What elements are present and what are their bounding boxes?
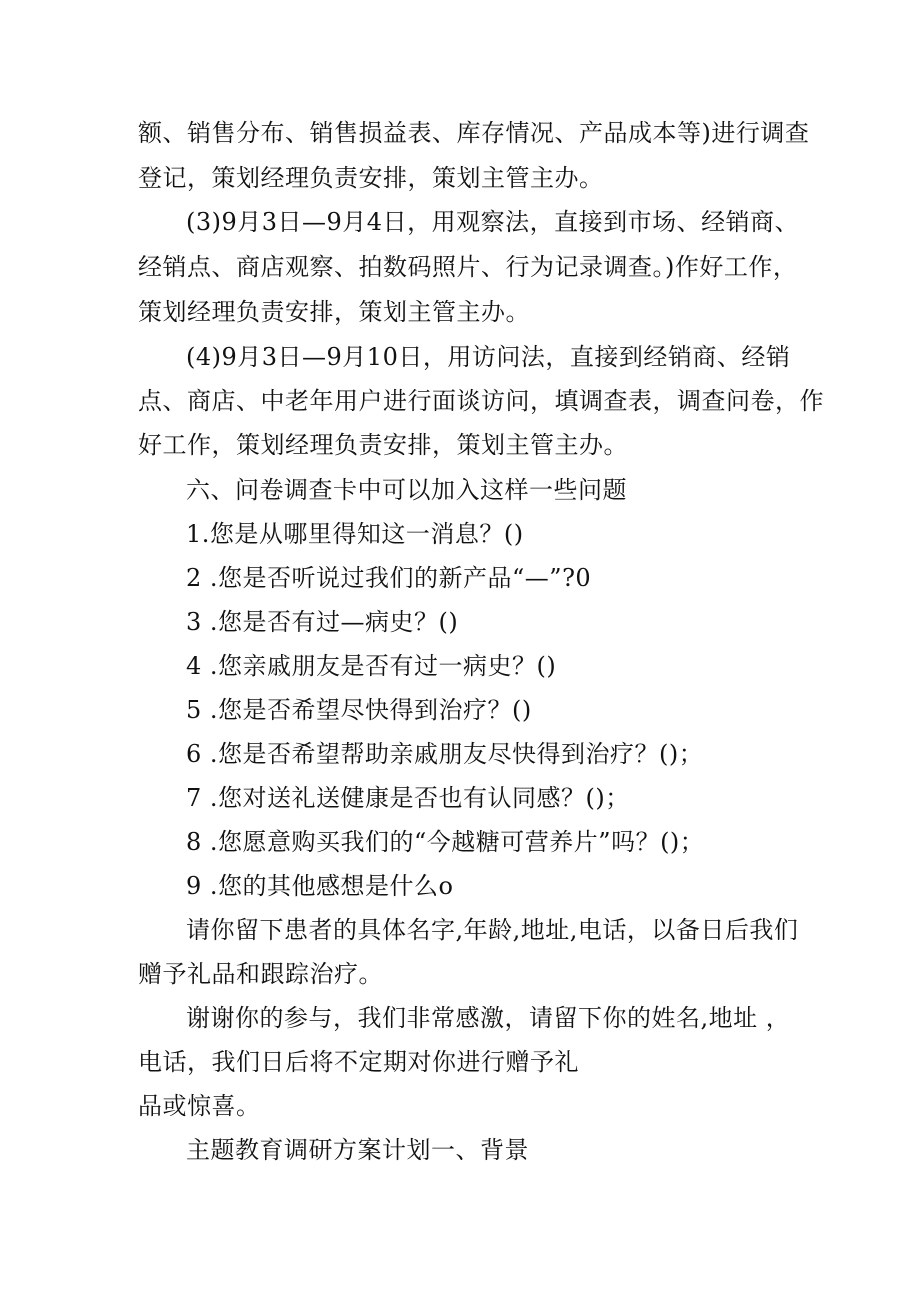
text-line: (4)9月3日—9月10日，用访问法，直接到经销商、经销 (186, 343, 791, 371)
text-line: 赠予礼品和跟踪治疗。 (138, 960, 383, 988)
text-line: 品或惊喜。 (138, 1092, 261, 1120)
question-item: 5 .您是否希望尽快得到治疗？() (186, 696, 532, 724)
text-line: 点、商店、中老年用户进行面谈访问，填调查表，调查问卷，作 (138, 387, 824, 415)
text-line: 额、销售分布、销售损益表、库存情况、产品成本等)进行调查 (138, 119, 810, 147)
text-line: 电话，我们日后将不定期对你进行赠予礼 (138, 1048, 579, 1076)
question-item: 7 .您对送礼送健康是否也有认同感？()； (186, 784, 630, 812)
text-line: 经销点、商店观察、拍数码照片、行为记录调查。)作好工作， (138, 253, 798, 281)
text-line: 谢谢你的参与，我们非常感激，请留下你的姓名,地址 ， (186, 1004, 791, 1032)
question-item: 8 .您愿意购买我们的“今越糖可营养片”吗？()； (186, 828, 705, 856)
text-line: 请你留下患者的具体名字,年龄,地址,电话，以备日后我们 (186, 916, 799, 944)
question-item: 1.您是从哪里得知这一消息？() (186, 520, 524, 548)
section-heading: 六、问卷调查卡中可以加入这样一些问题 (186, 476, 627, 504)
text-line: 登记，策划经理负责安排，策划主管主办。 (138, 164, 604, 192)
question-item: 4 .您亲戚朋友是否有过一病史？() (186, 652, 557, 680)
section-heading: 主题教育调研方案计划一、背景 (186, 1136, 529, 1164)
text-line: (3)9月3日—9月4日，用观察法，直接到市场、经销商、 (186, 208, 800, 236)
question-item: 9 .您的其他感想是什么o (186, 872, 454, 900)
question-item: 3 .您是否有过—病史？() (186, 608, 459, 636)
question-item: 6 .您是否希望帮助亲戚朋友尽快得到治疗？()； (186, 740, 704, 768)
text-line: 好工作，策划经理负责安排，策划主管主办。 (138, 431, 628, 459)
question-item: 2 .您是否听说过我们的新产品“—”?0 (186, 564, 592, 592)
text-line: 策划经理负责安排，策划主管主办。 (138, 298, 530, 326)
